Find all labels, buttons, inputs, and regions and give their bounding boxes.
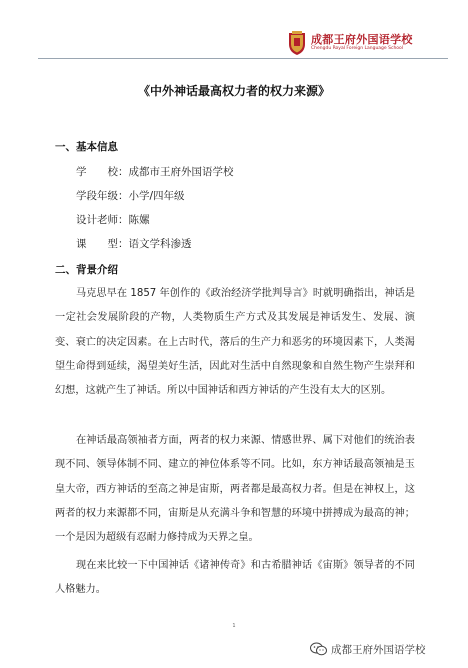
info-school	[76, 164, 234, 179]
info-teacher	[76, 212, 150, 227]
document-title: 《中外神话最高权力者的权力来源》	[137, 84, 330, 98]
section-heading-basic-info: 一、基本信息	[55, 141, 118, 153]
info-teacher-value: 陈嫘	[128, 214, 150, 226]
watermark-text: 成都王府外国语学校	[331, 643, 426, 656]
wechat-icon	[310, 642, 327, 656]
info-school-label: 学 校：	[76, 166, 129, 178]
logo-english-name: Chengdu Royal Foreign Language School	[311, 46, 404, 52]
info-grade	[76, 188, 185, 203]
paragraph-1: 马克思早在 1857 年创作的《政治经济学批判导言》时就明确指出，神话是一定社会发展阶段的产物，人类物质生产方式及其发展是神话发生、发展、演变、衰亡的决定因素。在上古时代，落后的生产力和恶劣的环境因素下，人类渴望生命得到延续，渴望美好生活，因此对生活中自然现象和自然生物产生崇拜和幻想，这就产生了神话。所以中国神话和西方神话的产生没有太大的区别。	[55, 288, 415, 397]
paragraph-3: 现在来比较一下中国神话《诸神传奇》和古希腊神话《宙斯》领导者的不同人格魅力。	[55, 560, 415, 596]
page-number: 1	[232, 623, 236, 629]
section-heading-background: 二、背景介绍	[55, 264, 118, 276]
info-grade-label: 学段年级：	[76, 190, 129, 202]
wechat-watermark	[310, 640, 426, 658]
info-school-value: 成都市王府外国语学校	[128, 166, 234, 178]
header-divider	[38, 58, 448, 59]
paragraph-2: 在神话最高领袖者方面，两者的权力来源、情感世界、属下对他们的统治表现不同、领导体制不同、建立的神位体系等不同。比如，东方神话最高领袖是玉皇大帝，西方神话的至高之神是宙斯，两者都是最高权力者。但是在神权上，这两者的权力来源都不同，宙斯是从充满斗争和智慧的环境中拼搏成为最高的神；一个是因为超级有忍耐力修持成为天界之皇。	[55, 435, 415, 544]
school-crest-icon	[287, 30, 307, 56]
info-course-value: 语文学科渗透	[128, 238, 192, 250]
logo-chinese-name: 成都王府外国语学校	[311, 33, 413, 47]
info-course-label: 课 型：	[76, 238, 129, 250]
info-grade-value: 小学/四年级	[128, 190, 185, 202]
info-course	[76, 236, 192, 251]
info-teacher-label: 设计老师：	[76, 214, 129, 226]
school-logo	[287, 26, 447, 60]
